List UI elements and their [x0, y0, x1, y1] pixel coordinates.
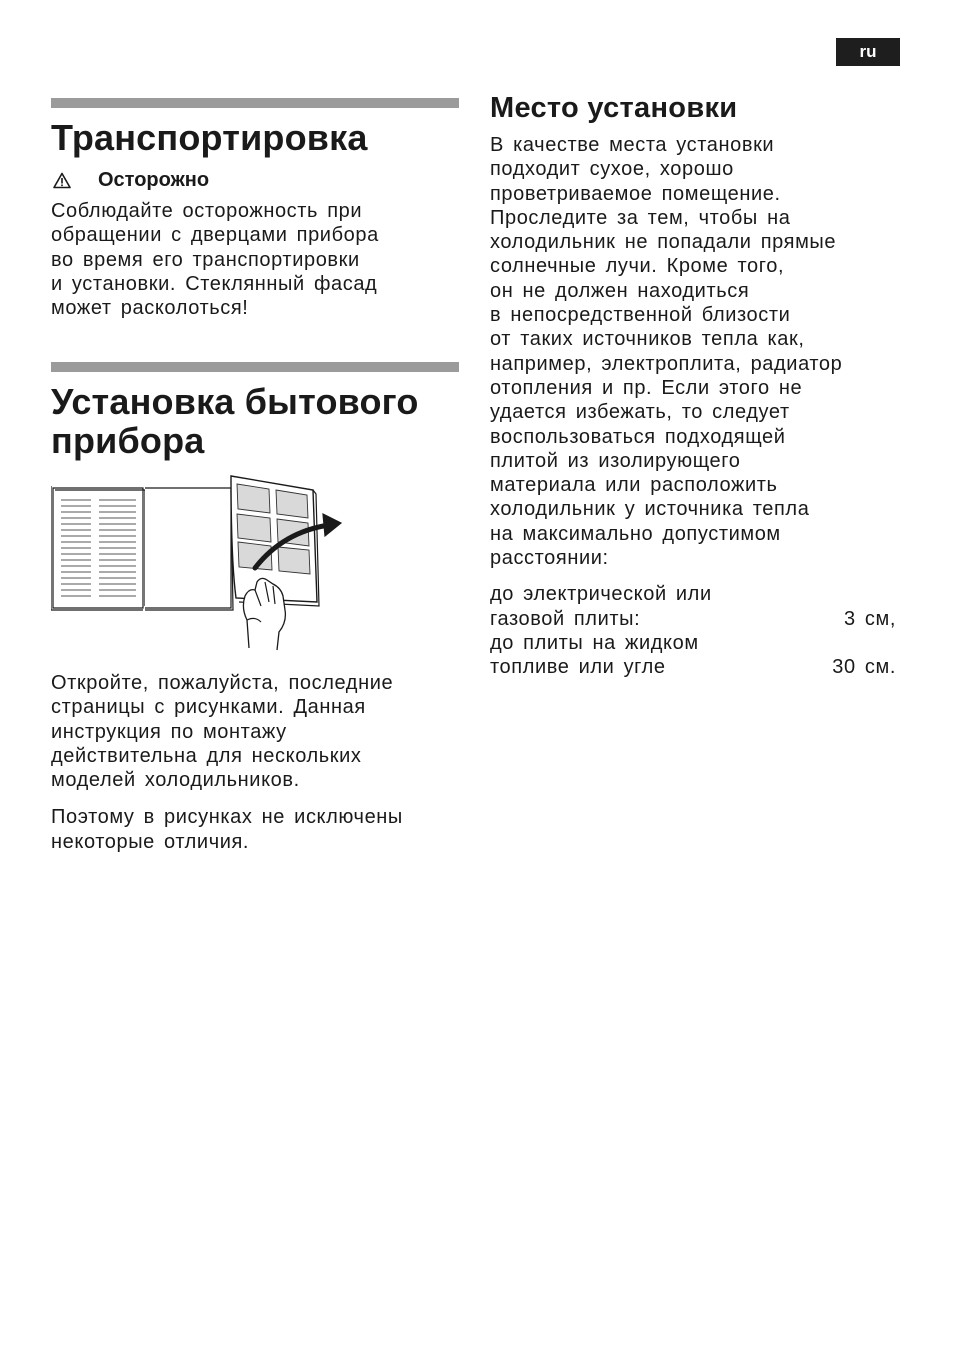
text-line: например, электроплита, радиатор: [490, 352, 843, 375]
section-rule: [51, 98, 459, 108]
text-line: он не должен находиться: [490, 279, 750, 302]
distance-label-line: газовой плиты:: [490, 607, 641, 630]
heading-line: прибора: [51, 420, 205, 462]
text-line: Проследите за тем, чтобы на: [490, 206, 791, 229]
warning-triangle-icon: [53, 172, 71, 189]
text-line: страницы с рисунками. Данная: [51, 696, 366, 719]
distance-row: [490, 582, 896, 606]
language-badge: ru: [836, 38, 900, 66]
warning-text: [51, 199, 459, 320]
text-line: расстоянии:: [490, 547, 609, 570]
text-line: материала или расположить: [490, 474, 778, 497]
text-line: и установки. Стеклянный фасад: [51, 272, 378, 295]
distance-label-line: топливе или угле: [490, 656, 666, 679]
install-paragraph-2: [51, 805, 461, 854]
distance-row: [490, 631, 896, 655]
distance-row: [490, 655, 896, 679]
text-line: на максимально допустимом: [490, 522, 781, 545]
install-text-block: [51, 671, 461, 854]
location-paragraph: [490, 133, 896, 570]
text-line: воспользоваться подходящей: [490, 425, 786, 448]
text-line: удается избежать, то следует: [490, 401, 790, 424]
distance-table: [490, 582, 896, 679]
text-line: действительна для нескольких: [51, 744, 362, 767]
text-line: моделей холодильников.: [51, 769, 300, 792]
text-line: Соблюдайте осторожность при: [51, 200, 363, 222]
warning-header: [51, 169, 459, 191]
text-line: в непосредственной близости: [490, 304, 791, 327]
location-heading: Место установки: [490, 92, 738, 124]
text-line: В качестве места установки: [490, 134, 775, 156]
install-paragraph-1: [51, 671, 461, 792]
text-line: некоторые отличия.: [51, 830, 250, 853]
heading-line: Установка бытового: [51, 381, 419, 423]
text-line: холодильник у источника тепла: [490, 498, 810, 521]
distance-value: 3 см,: [844, 607, 896, 630]
text-line: плитой из изолирующего: [490, 449, 741, 472]
text-line: холодильник не попадали прямые: [490, 231, 837, 254]
install-heading: [51, 382, 459, 460]
text-line: подходит сухое, хорошо: [490, 158, 734, 181]
text-line: солнечные лучи. Кроме того,: [490, 255, 785, 278]
right-column: [490, 90, 896, 680]
transport-heading: Транспортировка: [51, 117, 368, 158]
text-line: от таких источников тепла как,: [490, 328, 805, 351]
warning-label: Осторожно: [98, 168, 210, 191]
distance-value: 30 см.: [832, 656, 896, 679]
text-line: обращении с дверцами прибора: [51, 224, 379, 247]
distance-row: [490, 607, 896, 631]
text-line: отопления и пр. Если этого не: [490, 376, 803, 399]
distance-label-line: до плиты на жидком: [490, 631, 699, 654]
text-line: проветриваемое помещение.: [490, 182, 781, 205]
text-line: инструкция по монтажу: [51, 720, 287, 743]
text-line: Откройте, пожалуйста, последние: [51, 672, 394, 694]
section-rule: [51, 362, 459, 372]
text-line: Поэтому в рисунках не исключены: [51, 806, 403, 829]
text-line: может расколоться!: [51, 297, 249, 320]
open-booklet-illustration: [51, 470, 351, 652]
text-line: во время его транспортировки: [51, 248, 360, 271]
left-column: [51, 98, 459, 460]
distance-label-line: до электрической или: [490, 583, 712, 606]
